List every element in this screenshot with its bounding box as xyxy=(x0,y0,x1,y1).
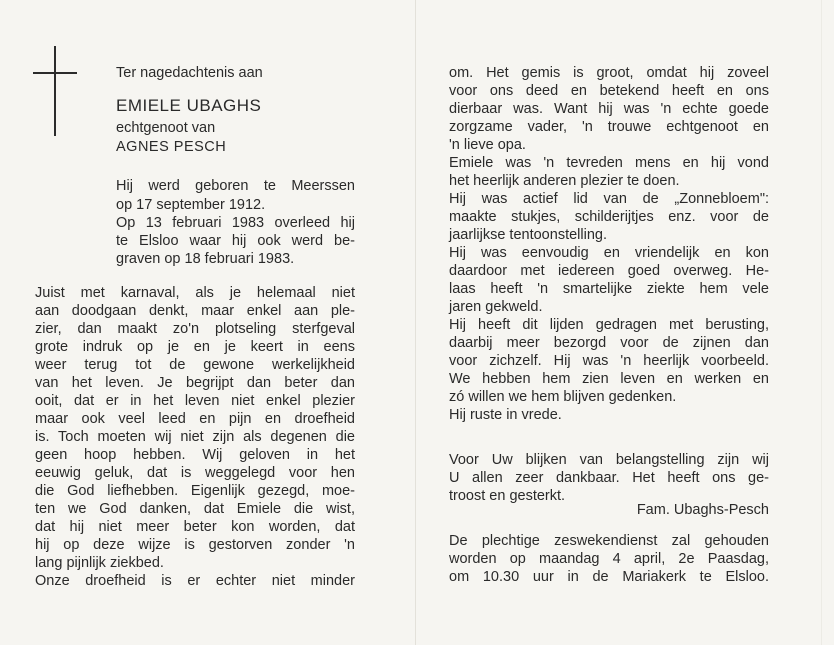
body-line: zorgzame vader, 'n trouwe echtgenoot en xyxy=(449,119,769,135)
body-line: Onze droefheid is er echter niet minder xyxy=(35,573,355,589)
body-line: zier, dan maakt zo'n plotseling sterfgeval xyxy=(35,321,355,337)
memory-heading: Ter nagedachtenis aan xyxy=(116,65,263,81)
body-line: We hebben hem zien leven en werken en xyxy=(449,371,769,387)
birth-line: Hij werd geboren te Meerssen xyxy=(116,178,355,194)
service-line: De plechtige zeswekendienst zal gehouden xyxy=(449,533,769,549)
relation-text: echtgenoot van xyxy=(116,120,216,136)
birth-line: Op 13 februari 1983 overleed hij xyxy=(116,215,355,231)
body-line: Hij was actief lid van de „Zonnebloem": xyxy=(449,191,769,207)
body-line: 'n lieve opa. xyxy=(449,137,526,153)
deceased-name: EMIELE UBAGHS xyxy=(116,96,262,115)
body-line: om. Het gemis is groot, omdat hij zoveel xyxy=(449,65,769,81)
body-line: zó willen we hem blijven gedenken. xyxy=(449,389,677,405)
body-line: daarbij meer bezorgd voor de zijnen dan xyxy=(449,335,769,351)
body-line: Hij ruste in vrede. xyxy=(449,407,562,423)
cross-vertical-bar xyxy=(54,46,56,136)
body-line: grote indruk op je en je keert in eens xyxy=(35,339,355,355)
family-signature: Fam. Ubaghs-Pesch xyxy=(636,502,769,518)
thanks-line: troost en gesterkt. xyxy=(449,488,566,504)
body-line: Hij was eenvoudig en vriendelijk en kon xyxy=(449,245,769,261)
body-line: eeuwig geluk, dat is weggelegd voor hen xyxy=(35,465,355,481)
body-line: maakte stukjes, schilderijtjes enz. voor de xyxy=(449,209,769,225)
body-line: weer terug tot de gewone werkelijkheid xyxy=(35,357,355,373)
service-line: worden op maandag 4 april, 2e Paasdag, xyxy=(449,551,769,567)
body-line: lang pijnlijk ziekbed. xyxy=(35,555,164,571)
body-line: voor zichzelf. Hij was 'n heerlijk voorbeeld. xyxy=(449,353,769,369)
birth-line: te Elsloo waar hij ook werd be- xyxy=(116,233,355,249)
body-line: ooit, dat er in het leven niet enkel plezier xyxy=(35,393,355,409)
birth-line: op 17 september 1912. xyxy=(116,197,266,213)
body-line: het heerlijk anderen plezier te doen. xyxy=(449,173,680,189)
body-line: van het leven. Je begrijpt dan beter dan xyxy=(35,375,355,391)
body-line: is. Toch moeten wij niet zijn als degenen die xyxy=(35,429,355,445)
body-line: hij op deze wijze is gestorven zonder 'n xyxy=(35,537,355,553)
birth-line: graven op 18 februari 1983. xyxy=(116,251,295,267)
body-line: daardoor met iedereen goed overweg. He- xyxy=(449,263,769,279)
body-line: laas heeft 'n smartelijke ziekte hem vele xyxy=(449,281,769,297)
thanks-line: U allen zeer dankbaar. Het heeft ons ge- xyxy=(449,470,769,486)
service-line: om 10.30 uur in de Mariakerk te Elsloo. xyxy=(449,569,769,585)
body-line: dierbaar was. Want hij was 'n echte goede xyxy=(449,101,769,117)
body-line: voor ons deed en betekend heeft en ons xyxy=(449,83,769,99)
body-line: aan doodgaan denkt, maar enkel aan ple- xyxy=(35,303,355,319)
body-line: jaarlijkse tentoonstelling. xyxy=(449,227,607,243)
body-line: jaren gekweld. xyxy=(449,299,543,315)
body-line: Hij heeft dit lijden gedragen met berusting, xyxy=(449,317,769,333)
body-line: Emiele was 'n tevreden mens en hij vond xyxy=(449,155,769,171)
card-fold xyxy=(415,0,416,645)
body-line: ten we God danken, dat Emiele die wist, xyxy=(35,501,355,517)
body-line: Juist met karnaval, als je helemaal niet xyxy=(35,285,355,301)
body-line: geen hoop hebben. Wij geloven in het xyxy=(35,447,355,463)
cross-horizontal-bar xyxy=(33,72,77,74)
body-line: dat hij niet meer beter kon worden, dat xyxy=(35,519,355,535)
body-line: die God liefhebben. Eigenlijk gezegd, moe- xyxy=(35,483,355,499)
body-line: maar ook veel leed en pijn en droefheid xyxy=(35,411,355,427)
thanks-line: Voor Uw blijken van belangstelling zijn wij xyxy=(449,452,769,468)
spouse-name: AGNES PESCH xyxy=(116,139,227,155)
card-edge xyxy=(821,0,822,645)
